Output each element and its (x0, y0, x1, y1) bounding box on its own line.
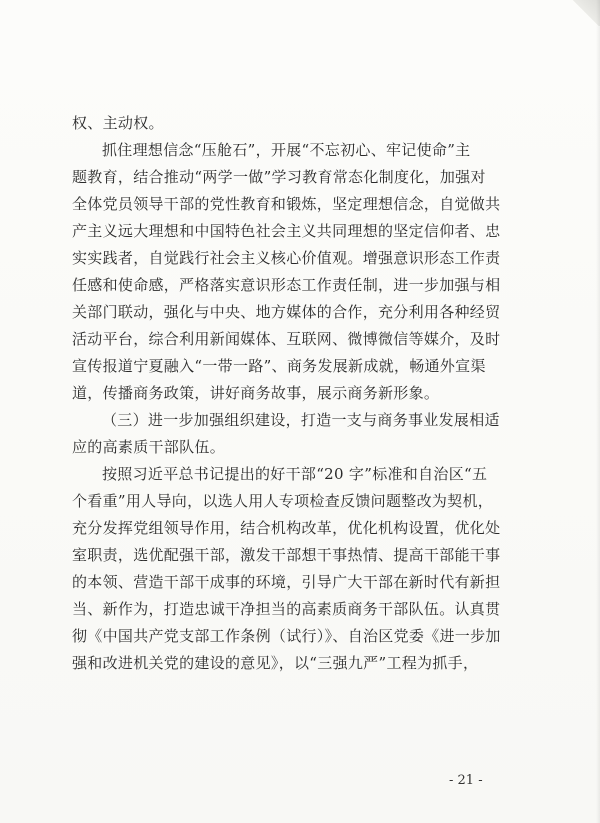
text-line: 当、新作为，打造忠诚干净担当的高素质商务干部队伍。认真贯 (72, 600, 501, 618)
section-heading-line: 应的高素质干部队伍。 (72, 438, 226, 456)
text-line: 充分发挥党组领导作用，结合机构改革，优化机构设置，优化处 (72, 519, 501, 537)
page-number: - 21 - (449, 773, 483, 788)
text-line: 道，传播商务政策，讲好商务故事，展示商务新形象。 (72, 384, 440, 402)
paragraph-start-line: 按照习近平总书记提出的好干部“20 字”标准和自治区“五 (102, 465, 488, 483)
text-line: 的本领、营造干部干成事的环境，引导广大干部在新时代有新担 (72, 573, 501, 591)
page-edge-shadow (596, 0, 600, 823)
page-corner-fold (566, 0, 600, 26)
text-line: 实实践者，自觉践行社会主义核心价值观。增强意识形态工作责 (72, 249, 501, 267)
text-line: 活动平台，综合利用新闻媒体、互联网、微博微信等媒介，及时 (72, 330, 501, 348)
text-line: 产主义远大理想和中国特色社会主义共同理想的坚定信仰者、忠 (72, 222, 501, 240)
text-line: 宣传报道宁夏融入“一带一路”、商务发展新成就，畅通外宣渠 (72, 357, 486, 375)
text-line: 室职责，选优配强干部，激发干部想干事热情、提高干部能干事 (72, 546, 501, 564)
paragraph-start-line: 抓住理想信念“压舱石”，开展“不忘初心、牢记使命”主 (102, 141, 471, 159)
text-line: 题教育，结合推动“两学一做”学习教育常态化制度化，加强对 (72, 168, 486, 186)
text-line: 任感和使命感，严格落实意识形态工作责任制，进一步加强与相 (72, 276, 501, 294)
section-heading-line: （三）进一步加强组织建设，打造一支与商务事业发展相适 (102, 411, 500, 429)
text-line: 关部门联动，强化与中央、地方媒体的合作，充分利用各种经贸 (72, 303, 501, 321)
text-line: 彻《中国共产党支部工作条例（试行）》、自治区党委《进一步加 (72, 627, 501, 645)
text-line: 权、主动权。 (72, 114, 164, 132)
text-line: 个看重”用人导向，以选人用人专项检查反馈问题整改为契机， (72, 492, 494, 510)
document-body (72, 110, 512, 677)
text-line: 强和改进机关党的建设的意见》，以“三强九严”工程为抓手， (72, 654, 479, 672)
text-line: 全体党员领导干部的党性教育和锻炼，坚定理想信念，自觉做共 (72, 195, 501, 213)
